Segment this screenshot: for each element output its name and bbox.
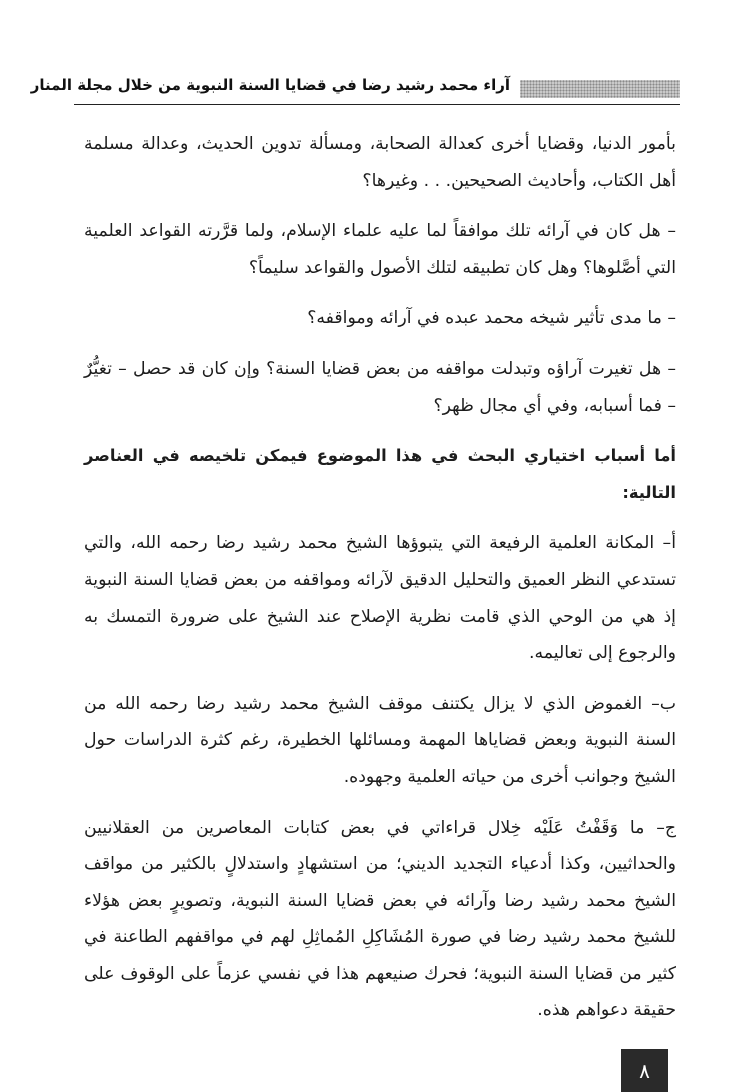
running-header-title: آراء محمد رشيد رضا في قضايا السنة النبوية من خلال مجلة المنار: [30, 76, 510, 94]
reason-item: ب– الغموض الذي لا يزال يكتنف موقف الشيخ محمد رشيد رضا رحمه الله من السنة النبوية وبعض قضاياها المهمة ومسائلها الخطيرة، رغم كثرة الدراسات حول الشيخ وجوانب أخرى من حياته العلمية وجهوده.: [84, 693, 676, 787]
header-decoration: [520, 80, 680, 98]
page-number: ٨: [621, 1049, 668, 1092]
paragraph: بأمور الدنيا، وقضايا أخرى كعدالة الصحابة، ومسألة تدوين الحديث، وعدالة مسلمة أهل الكتاب، وأحاديث الصحيحين. . . وغيرها؟: [84, 134, 676, 191]
reason-item: ج– ما وَقَفْتُ عَلَيْه خِلال قراءاتي في بعض كتابات المعاصرين من العقلانيين والحداثيين، وكذا أدعياء التجديد الديني؛ من استشهادٍ واستدلالٍ بالكثير من مواقف الشيخ محمد رشيد رضا وآرائه في بعض قضايا السنة النبوية، وتصويرٍ بعض هؤلاء للشيخ محمد رشيد رضا في صورة المُشَاكِلِ المُماثِلِ لهم في مواقفهم الطاعنة في كثير من قضايا السنة النبوية؛ فحرك صنيعهم هذا في نفسي عزماً على الوقوف على حقيقة دعواهم هذه.: [84, 817, 676, 1021]
running-header: [30, 66, 680, 106]
question-item: – هل تغيرت آراؤه وتبدلت مواقفه من بعض قضايا السنة؟ وإن كان قد حصل – تغيُّرٌ – فما أسبابه، وفي أي مجال ظهر؟: [84, 358, 676, 416]
header-rule: [74, 104, 680, 105]
body-text: [84, 126, 676, 1043]
reason-item: أ– المكانة العلمية الرفيعة التي يتبوؤها الشيخ محمد رشيد رضا رحمه الله، والتي تستدعي النظر العميق والتحليل الدقيق لآرائه ومواقفه من بعض قضايا السنة النبوية إذ هي من الوحي الذي قامت نظرية الإصلاح عند الشيخ على ضرورة التمسك به والرجوع إلى تعاليمه.: [84, 533, 676, 664]
question-item: – هل كان في آرائه تلك موافقاً لما عليه علماء الإسلام، ولما قرَّرته القواعد العلمية التي أصَّلوها؟ وهل كان تطبيقه لتلك الأصول والقواعد سليماً؟: [84, 221, 676, 278]
question-item: – ما مدى تأثير شيخه محمد عبده في آرائه ومواقفه؟: [307, 308, 676, 329]
reasons-intro: أما أسباب اختياري البحث في هذا الموضوع فيمكن تلخيصه في العناصر التالية:: [84, 446, 676, 502]
